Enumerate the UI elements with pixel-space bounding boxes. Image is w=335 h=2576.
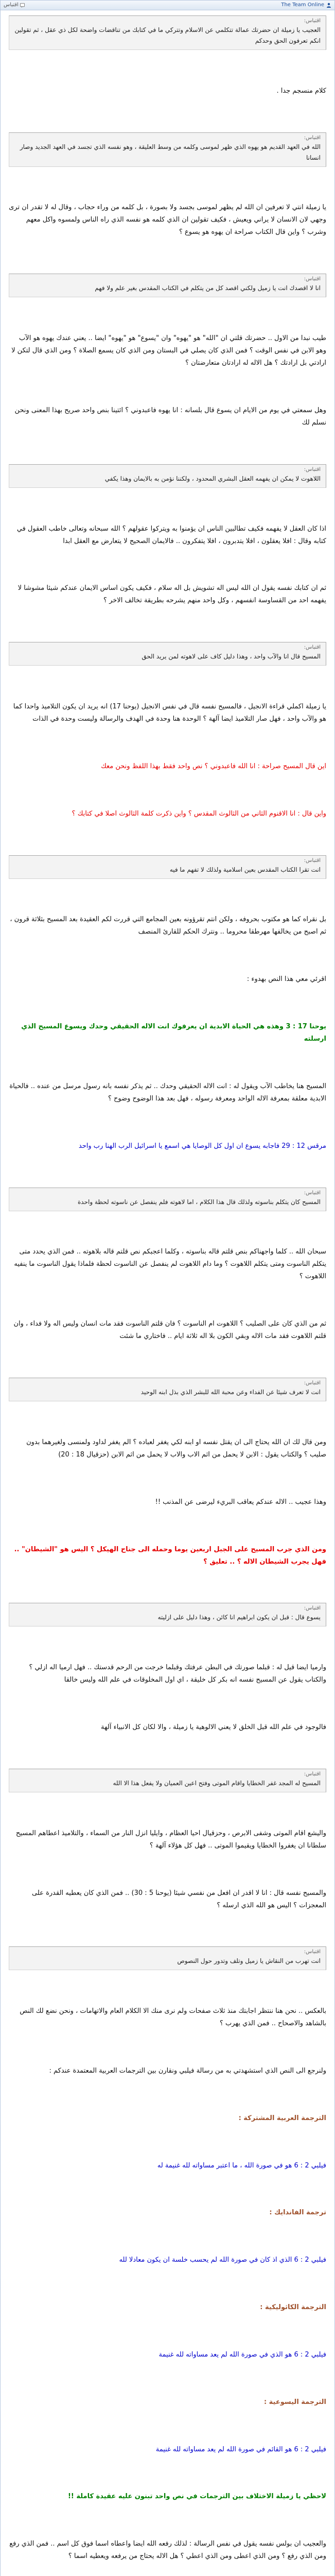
quote-link[interactable] [4,1,25,10]
reply-paragraph: يوحنا 17 : 3 وهذه هي الحياة الابدية ان يعرفوك انت الاله الحقيقي وحدك ويسوع المسيح الذي ارسلته [21,1023,326,1043]
quote-label: اقتباس: [304,1771,321,1777]
quote-text: انت تهرب من النقاش يا زميل وتلف وتدور حول النصوص [177,1957,321,1965]
quote-text: اللاهوت لا يمكن ان يفهمه العقل البشري المحدود ، ولكننا نؤمن به بالايمان وهذا يكفي [104,474,321,482]
reply-paragraph: المسيح هنا يخاطب الآب ويقول له : انت الاله الحقيقي وحدك .. ثم يذكر نفسه بانه رسول مرسل من عنده .. فالحياة الابدية معلقة بمعرفة الاله الواحد ومعرفة رسوله ، فهل بعد هذا الوضوح وضوح ؟ [9,1082,326,1103]
quote-text: المسيح له المجد غفر الخطايا واقام الموتى وفتح اعين العميان ولا يفعل هذا الا الله [113,1779,321,1787]
reply-paragraph: الترجمة اليسوعية : [263,2398,326,2406]
reply-paragraph: فالوجود في علم الله قبل الخلق لا يعني الالوهية يا زميلة ، والا لكان كل الانبياء آلهة [100,1723,326,1732]
quote-box [9,1188,326,1211]
reply-paragraph: لاحظي يا زميلة الاختلاف بين الترجمات في نص واحد تبنون عليه عقيدة كاملة !! [67,2493,326,2501]
quote-text: انت تقرا الكتاب المقدس بعين اسلامية ولذلك لا تفهم ما فيه [169,866,321,873]
reply-paragraph: فيلبي 2 : 6 هو في صورة الله ، ما اعتبر مساواته لله غنيمة له [157,2161,326,2170]
reply-paragraph: واليشع اقام الموتى وشفى الابرص ، وحزقيال احيا العظام ، وايليا انزل النار من السماء ، والتلاميذ اعطاهم المسيح سلطانا ان يغفروا الخطايا ويقيموا الموتى .. فهل كل هؤلاء آلهة ؟ [15,1829,326,1850]
reply-paragraph: ثم ان كتابك نفسه يقول ان الله ليس اله تشويش بل اله سلام ، فكيف يكون اساس الايمان عندكم شيئا مشوشا لا يفهمه احد من القساوسة انفسهم ، وكل واحد منهم يشرحه بطريقة تخالف الاخر ؟ [17,584,326,605]
quote-box [9,464,326,488]
quote-box [9,132,326,167]
reply-paragraph: واين قال : انا الاقنوم الثاني من الثالوث المقدس ؟ واين ذكرت كلمة الثالوث اصلا في كتابك ؟ [72,809,326,818]
quote-text: المسيح كان يتكلم بناسوته ولذلك قال هذا الكلام ، اما لاهوته فلم ينفصل عن ناسوته لحظة واحدة [78,1198,321,1206]
quote-box [9,274,326,297]
post-body [1,10,334,2576]
quote-icon [20,3,25,8]
reply-paragraph: والمسيح نفسه قال : انا لا اقدر ان افعل من نفسي شيئا (يوحنا 5 : 30) .. فمن الذي كان يعطيه القدرة على المعجزات ؟ اليس هو الله الذي ارسله ؟ [32,1889,326,1909]
quote-box [9,1769,326,1792]
reply-paragraph: ثم من الذي كان على الصليب ؟ اللاهوت ام الناسوت ؟ فان قلتم الناسوت فقد مات انسان وليس اله ولا فداء ، وان قلتم اللاهوت فقد مات الاله وبقي الكون بلا اله ثلاثة ايام .. فاختاري ما شئت [13,1320,326,1341]
quote-label: اقتباس: [304,645,321,651]
quote-label: اقتباس: [304,134,321,141]
reply-paragraph: ترجمة الفاندايك : [269,2209,326,2217]
reply-paragraph: اذا كان العقل لا يفهمه فكيف تطالبين الناس ان يؤمنوا به ويتركوا عقولهم ؟ الله سبحانه وتعالى خاطب العقول في كتابه وقال : افلا يعقلون ، افلا يتدبرون ، افلا يتفكرون .. فالايمان الصحيح لا يتعارض مع العقل ابدا [16,524,326,545]
post-author[interactable] [281,1,331,10]
quote-label: اقتباس: [304,1380,321,1386]
post-header-bar [1,1,334,10]
reply-paragraph: كلام منسجم جدا . [276,87,326,95]
reply-paragraph: يا زميلة اكملي قراءة الانجيل ، فالمسيح نفسه قال في نفس الانجيل (يوحنا 17) انه يريد ان يكون التلاميذ واحدا كما هو والآب واحد ، فهل صار التلاميذ ايضا آلهة ؟ الوحدة هنا وحدة في الهدف والرسالة وليست وحدة في الذات [13,703,326,723]
quote-label: اقتباس: [304,1605,321,1612]
reply-paragraph: والعجيب ان بولس نفسه يقول في نفس الرسالة : لذلك رفعه الله ايضا واعطاه اسما فوق كل اسم .. فمن الذي رفع ومن الذي رفع ؟ ومن الذي اعطى ومن الذي اعطي ؟ هل الاله يحتاج من يرفعه ويعطيه اسما ؟ [9,2540,326,2561]
quote-box [9,1603,326,1626]
quote-text: العجيب يا زميلة ان حضرتك عمالة تتكلمي عن الاسلام وتتركي ما في كتابك من تناقضات واضحة لكل ذي عقل ، ثم تقولين انكم تعرفون الحق وحدكم [14,26,321,44]
reply-paragraph: سبحان الله .. كلما واجهناكم بنص قلتم قاله بناسوته ، وكلما اعجبكم نص قلتم قاله بلاهوته .. فمن الذي يحدد متى يتكلم الناسوت ومتى يتكلم اللاهوت ؟ وما دام اللاهوت لم ينفصل عن الناسوت لحظة فلماذا يقول الناسوت ما ينفيه اللاهوت ؟ [14,1248,326,1281]
quote-box [9,1946,326,1970]
reply-paragraph: ومن قال لك ان الله يحتاج الى ان يقتل نفسه او ابنه لكي يغفر لعباده ؟ الم يغفر لداود ولمنسى ولغيرهما بدون صليب ؟ والكتاب يقول : الابن لا يحمل من اثم الاب والاب لا يحمل من اثم الابن (حزقيال 18 : 20) [26,1438,326,1459]
reply-paragraph: بل نقراه كما هو مكتوب بحروفه ، ولكن انتم تقرؤونه بعين المجامع التي قررت لكم العقيدة بعد المسيح بثلاثة قرون ، ثم اصبح من يخالفها مهرطقا محروما .. ونترك الحكم للقارئ المنصف [10,916,326,936]
reply-paragraph: بالعكس .. نحن هنا ننتظر اجابتك منذ ثلاث صفحات ولم نرى منك الا الكلام العام والاتهامات ، ونحن نضع لك النص بالشاهد والاصحاح .. فمن الذي يهرب ؟ [20,2007,326,2028]
reply-paragraph: فيلبي 2 : 6 هو القائم في صورة الله لم يعد مساواته لله غنيمة [155,2445,326,2453]
quote-text: انا لا اقصدك انت يا زميل ولكني اقصد كل من يتكلم في الكتاب المقدس بغير علم ولا فهم [95,284,321,292]
quote-box [9,855,326,879]
quote-text: يسوع قال : قبل ان يكون ابراهيم انا كائن ، وهذا دليل على ازليته [157,1614,321,1621]
quote-label: اقتباس: [304,276,321,282]
post-author-name[interactable]: The Team Online [281,2,324,8]
reply-paragraph: ولنرجع الى النص الذي استشهدتي به من رسالة فيلبي ونقارن بين الترجمات العربية المعتمدة عندكم : [49,2066,326,2075]
reply-paragraph: وارميا ايضا قيل له : قبلما صورتك في البطن عرفتك وقبلما خرجت من الرحم قدستك .. فهل ارميا اله ازلي ؟ والكتاب يقول عن المسيح نفسه انه بكر كل خليقة ، اي اول المخلوقات في علم الله وليس خالقا [29,1664,326,1684]
reply-paragraph: مرقس 12 : 29 فاجابه يسوع ان اول كل الوصايا هي اسمع يا اسرائيل الرب الهنا رب واحد [78,1142,326,1150]
user-icon [326,3,331,8]
quote-link-label[interactable]: اقتباس [4,2,19,8]
quote-label: اقتباس: [304,1949,321,1955]
reply-paragraph: ومن الذي جرب المسيح على الجبل اربعين يوما وحمله الى جناح الهيكل ؟ اليس هو "الشيطان" .. فهل يجرب الشيطان الاله ؟ .. تعليق ؟ [14,1545,326,1566]
reply-paragraph: وهل سمعتي في يوم من الايام ان يسوع قال بلسانه : انا يهوه فاعبدوني ؟ ائتينا بنص واحد صريح بهذا المعنى ونحن نسلم لك [14,406,326,427]
reply-paragraph: الترجمة الكاثوليكية : [260,2303,326,2312]
reply-paragraph: طيب نبدا من الاول .. حضرتك قلتي ان "الله" هو "يهوه" وان "يسوع" هو "يهوه" ايضا .. يعني عندك يهوه هو الآب وهو الابن في نفس الوقت ؟ فمن الذي كان يصلي في البستان ومن الذي كان يسمع الصلاة ؟ ومن الذي قال لتكن لا ارادتي بل ارادتك ؟ هل الاله له ارادتان متعارضتان ؟ [11,334,326,367]
quote-box [9,1378,326,1401]
quote-label: اقتباس: [304,466,321,472]
quote-text: الله في العهد القديم هو يهوه الذي ظهر لموسى وكلمه من وسط العليقة ، وهو نفسه الذي تجسد في العهد الجديد وصار انسانا [20,143,321,161]
reply-paragraph: اين قال المسيح صراحة : انا الله فاعبدوني ؟ نص واحد فقط بهذا اللفظ ونحن معك [101,762,326,770]
quote-text: انت لا تعرف شيئا عن الفداء وعن محبة الله للبشر الذي بذل ابنه الوحيد [140,1388,321,1396]
quote-label: اقتباس: [304,857,321,863]
reply-paragraph: اقرئي معي هذا النص بهدوء : [246,975,326,984]
quote-box [9,15,326,50]
reply-paragraph: يا زميلة انتي لا تعرفين ان الله لم يظهر لموسى بجسد ولا بصورة ، بل كلمه من وراء حجاب ، وقال له لا تقدر ان ترى وجهي لان الانسان لا يراني ويعيش ، فكيف تقولين ان الذي كلمه هو نفسه الذي راه الناس ولمسوه واكل معهم وشرب ؟ واين قال الكتاب صراحة ان يهوه هو يسوع ؟ [9,204,326,236]
quote-text: المسيح قال انا والآب واحد ، وهذا دليل كاف على لاهوته لمن يريد الحق [142,653,321,660]
reply-paragraph: فيلبي 2 : 6 الذي اذ كان في صورة الله لم يحسب خلسة ان يكون معادلا لله [119,2256,326,2264]
reply-paragraph: الترجمة العربية المشتركة : [238,2114,326,2122]
reply-paragraph: فيلبي 2 : 6 هو الذي في صورة الله لم يعد مساواته لله غنيمة [158,2350,326,2359]
reply-paragraph: وهذا عجيب .. الاله عندكم يعاقب البريء ليرضى عن المذنب !! [155,1498,326,1506]
quote-label: اقتباس: [304,18,321,24]
quote-label: اقتباس: [304,1190,321,1196]
quote-box [9,642,326,666]
